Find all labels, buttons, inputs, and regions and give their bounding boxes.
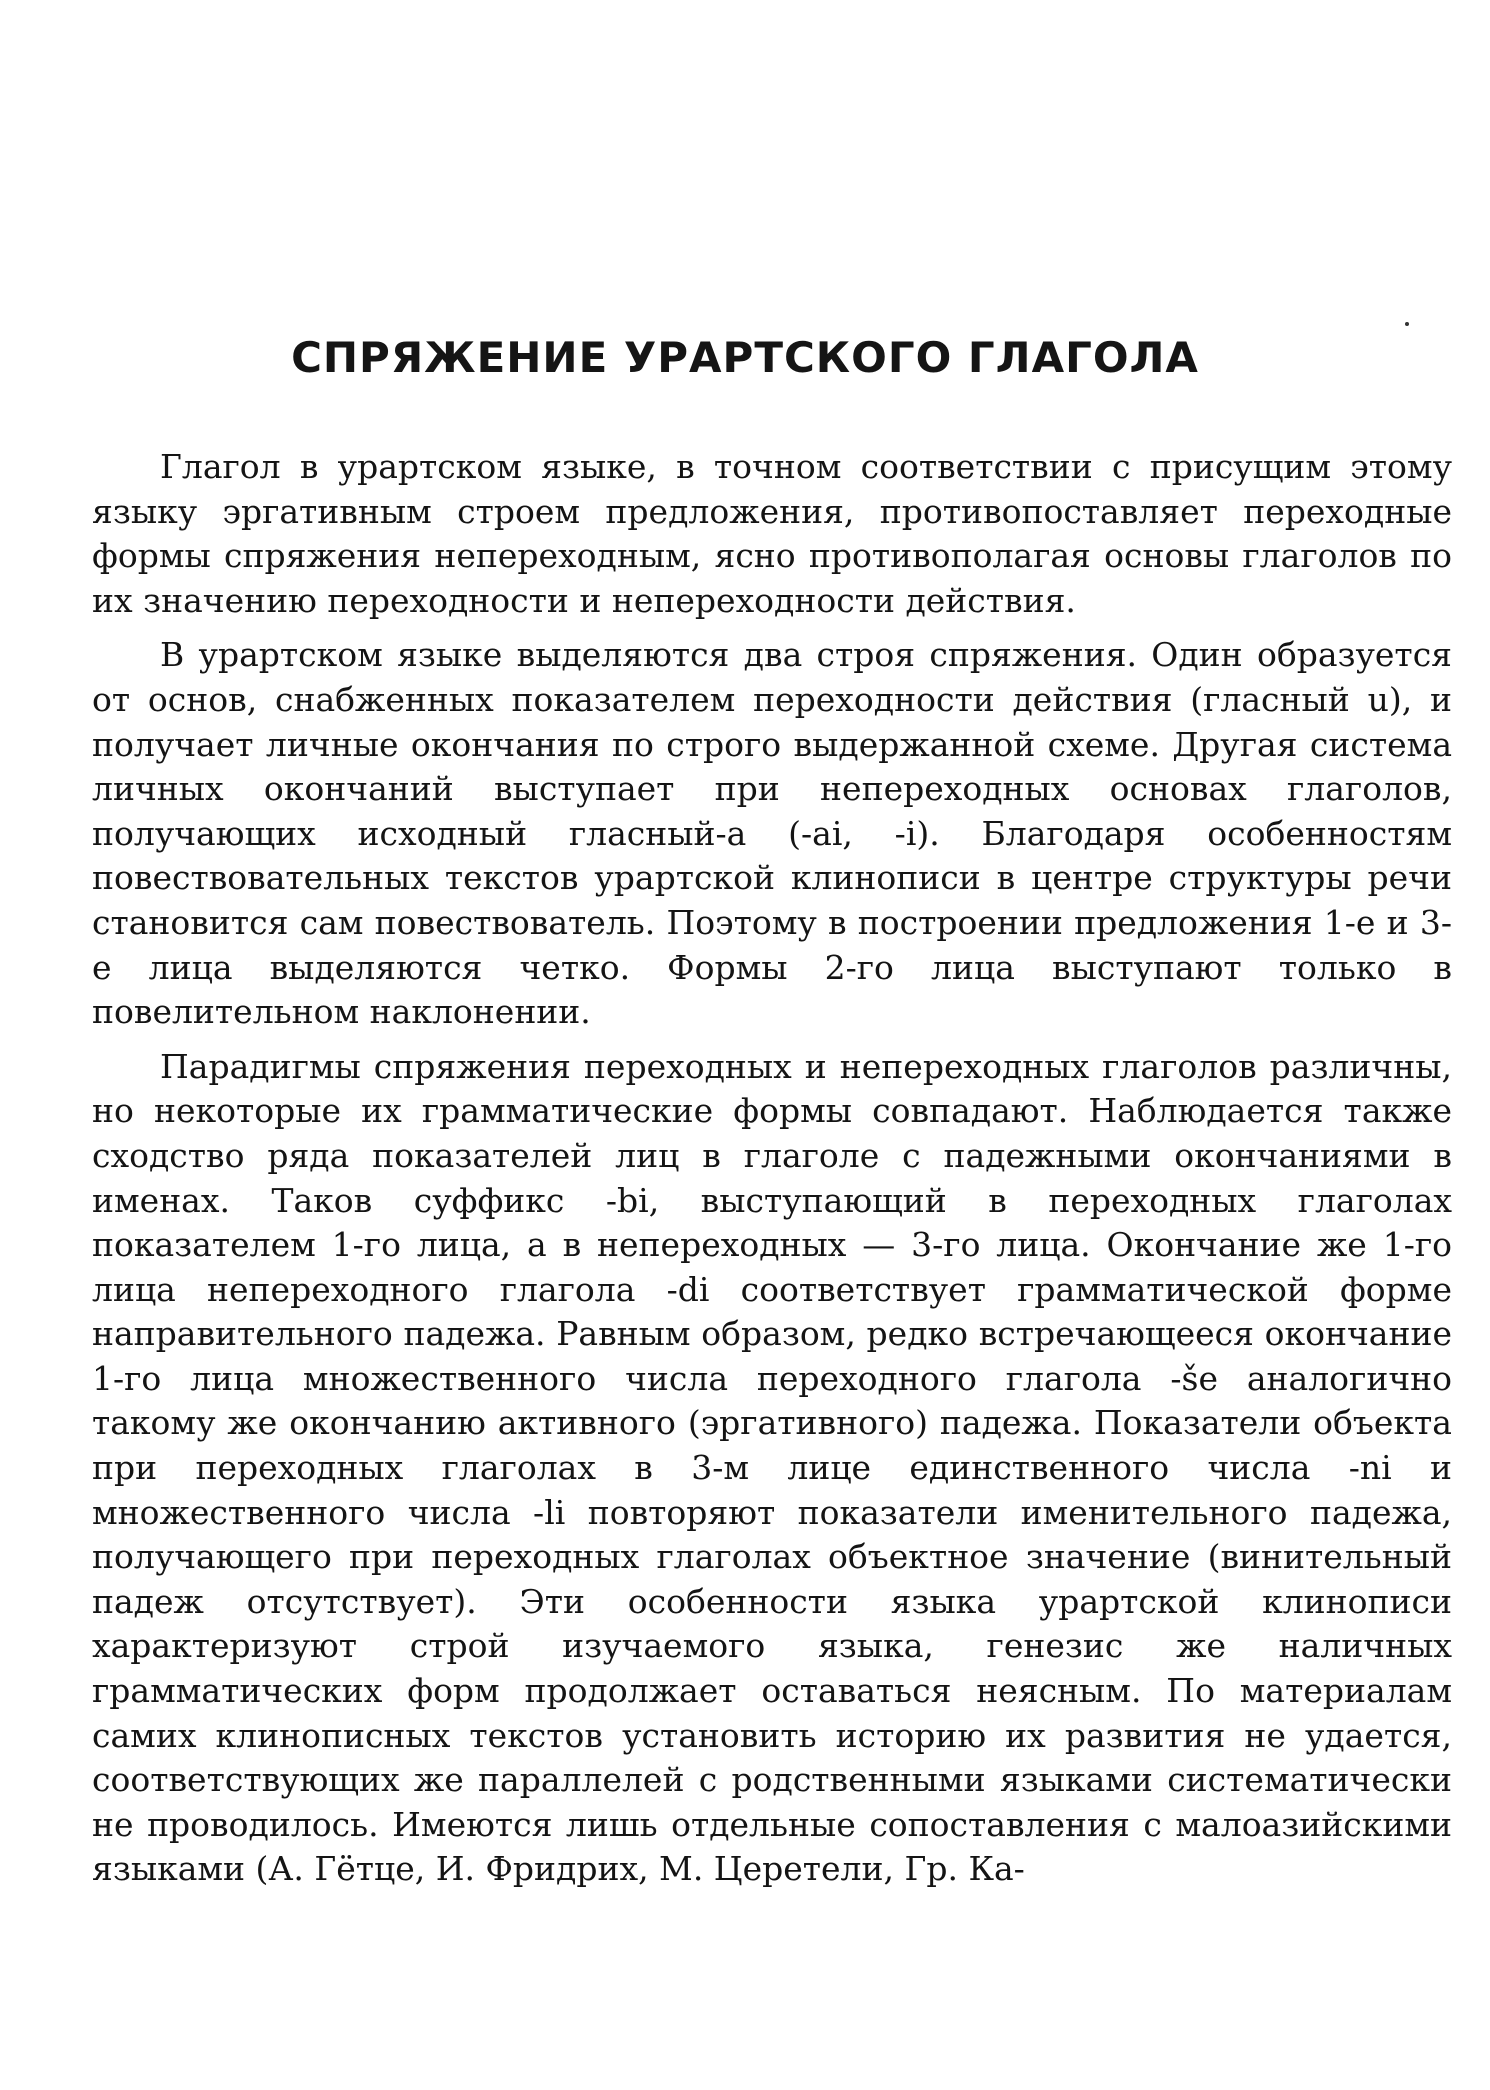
paragraph-conjugation-systems: В урартском языке выделяются два строя спряжения. Один образуется от основ, снабженных показателем переходности действия (гласный u), и получает личные окончания по строго выдержанной схеме. Другая система личных окончаний выступает при непереходных основах глаголов, получающих исходный гласный-a (-ai, -i). Благодаря особенностям повествовательных текстов урартской клинописи в центре структуры речи становится сам повествователь. Поэтому в построении предложения 1-е и 3-е лица выделяются четко. Формы 2-го лица выступают только в повелительном наклонении. — [92, 635, 1452, 1032]
paragraph-paradigms: Парадигмы спряжения переходных и непереходных глаголов различны, но некоторые их грамматические формы совпадают. Наблюдается также сходство ряда показателей лиц в глаголе с падежными окончаниями в именах. Таков суффикс -bi, выступающий в переходных глаголах показателем 1-го лица, а в непереходных — 3-го лица. Окончание же 1-го лица непереходного глагола -di соответствует грамматической форме направительного падежа. Равным образом, редко встречающееся окончание 1-го лица множественного числа переходного глагола -še аналогично такому же окончанию активного (эргативного) падежа. Показатели объекта при переходных глаголах в 3-м лице единственного числа -ni и множественного числа -li повторяют показатели именительного падежа, получающего при переходных глаголах объектное значение (винительный падеж отсутствует). Эти особенности языка урартской клинописи характеризуют строй изучаемого языка, генезис же наличных грамматических форм продолжает оставаться неясным. По материалам самих клинописных текстов установить историю их развития не удается, соответствующих же параллелей с родственными языками систематически не проводилось. Имеются лишь отдельные сопоставления с малоазийскими языками (А. Гётце, И. Фридрих, М. Церетели, Гр. Ка- — [92, 1046, 1452, 1889]
body-text — [92, 445, 1452, 1902]
paragraph-transitivity: Глагол в урартском языке, в точном соответствии с присущим этому языку эргативным строем предложения, противопоставляет переходные формы спряжения непереходным, ясно противополагая основы глаголов по их значению переходности и непереходности действия. — [92, 447, 1452, 620]
print-speck — [1405, 322, 1409, 326]
chapter-title: СПРЯЖЕНИЕ УРАРТСКОГО ГЛАГОЛА — [291, 333, 1199, 382]
